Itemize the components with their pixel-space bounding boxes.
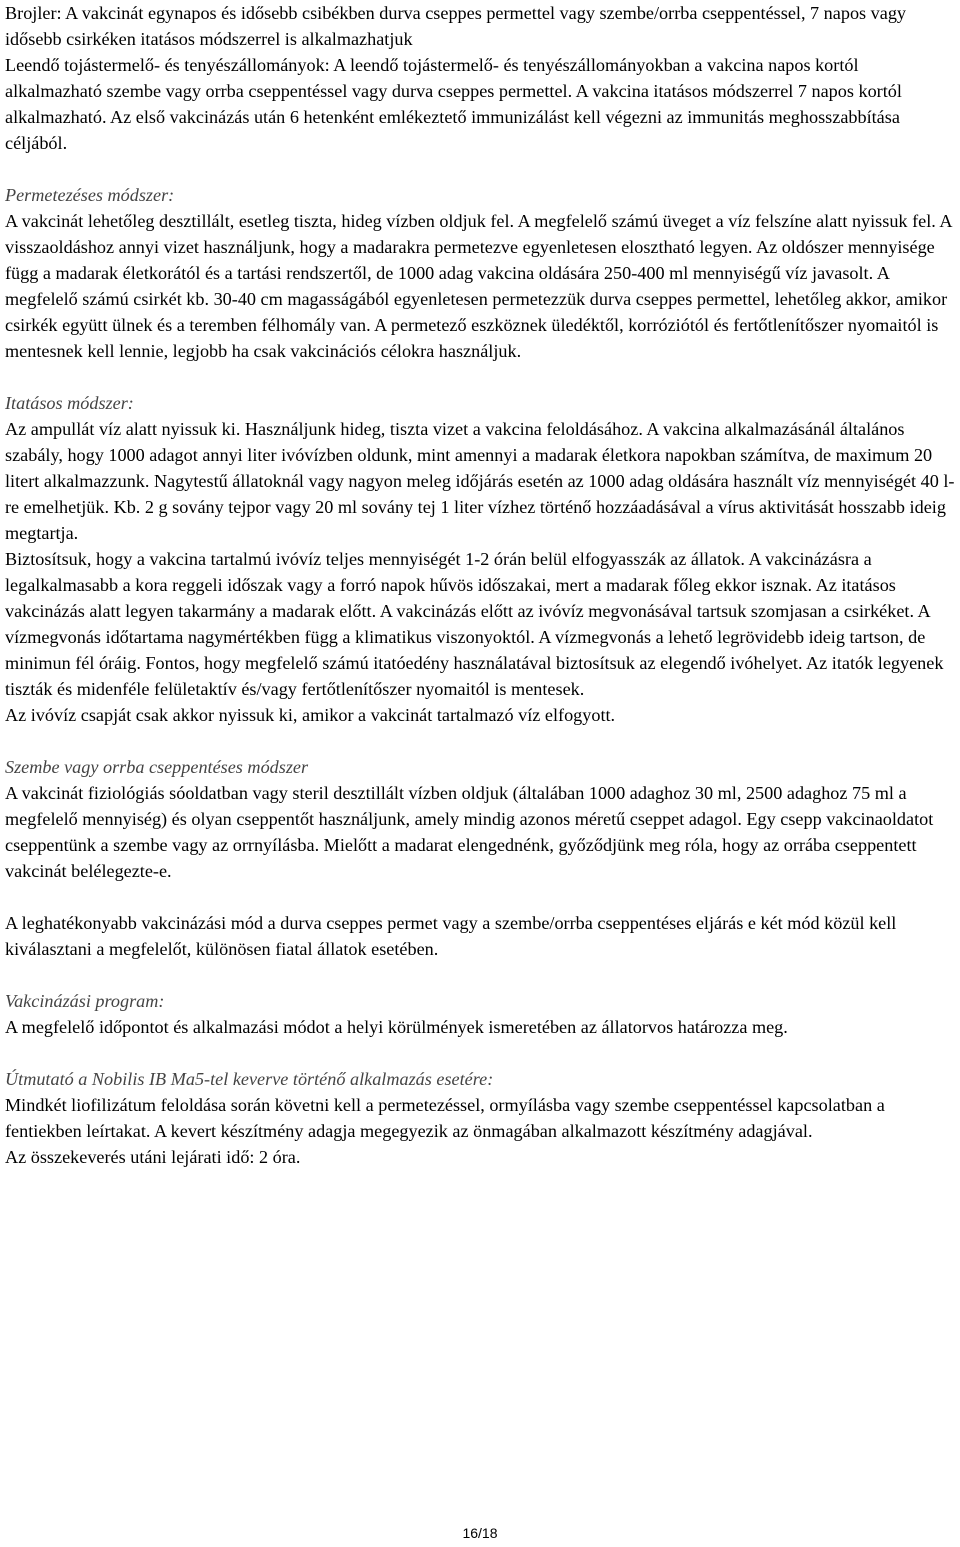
document-page	[5, 0, 955, 1170]
intro-broiler-paragraph: Brojler: A vakcinát egynapos és idősebb csibékben durva cseppes permettel vagy szembe/orrba cseppentéssel, 7 napos vagy idősebb csirkéken itatásos módszerrel is alkalmazhatjuk	[5, 3, 907, 49]
vaccination-program-heading: Vakcinázási program:	[5, 991, 165, 1011]
summary-paragraph: A leghatékonyabb vakcinázási mód a durva cseppes permet vagy a szembe/orrba cseppentéses eljárás e két mód közül kell kiválasztani a megfelelőt, különösen fiatal állatok esetében.	[5, 913, 897, 959]
page-number: 16/18	[462, 1525, 498, 1541]
expiry-note: Az összekeverés utáni lejárati idő: 2 óra.	[5, 1147, 301, 1167]
spray-method-heading: Permetezéses módszer:	[5, 185, 175, 205]
vaccination-program-body: A megfelelő időpontot és alkalmazási módot a helyi körülmények ismeretében az állatorvos határozza meg.	[5, 1017, 788, 1037]
drinking-method-paragraph-1: Az ampullát víz alatt nyissuk ki. Használjunk hideg, tiszta vizet a vakcina feloldásához. A vakcina alkalmazásánál általános szabály, hogy 1000 adagot annyi liter ivóvízben oldunk, mint amennyi a madarak életkora napokban számítva, de maximum 20 litert alkalmazzunk. Nagytestű állatoknál vagy nagyon meleg időjárás esetén az 1000 adag oldására használt víz mennyiségét 40 l-re emelhetjük. Kb. 2 g sovány tejpor vagy 20 ml sovány tej 1 liter vízhez történő hozzáadásával a vírus aktivitását hosszabb ideig megtartja.	[5, 419, 955, 543]
spray-method-body: A vakcinát lehetőleg desztillált, esetleg tiszta, hideg vízben oldjuk fel. A megfelelő számú üveget a víz felszíne alatt nyissuk fel. A visszaoldáshoz annyi vizet használjunk, hogy a madarakra permetezve egyenletesen elosztható legyen. Az oldószer mennyisége függ a madarak életkorától és a tartási rendszertől, de 1000 adag vakcina oldására 250-400 ml mennyiségű víz javasolt. A megfelelő számú csirkét kb. 30-40 cm magasságából egyenletesen permetezzük durva cseppes permettel, lehetőleg akkor, amikor csirkék együtt ülnek és a teremben félhomály van. A permetező eszköznek üledéktől, korróziótól és fertőtlenítőszer nyomaitól is mentesnek kell lennie, legjobb ha csak vakcinációs célokra használjuk.	[5, 211, 952, 361]
eyedrop-method-body: A vakcinát fiziológiás sóoldatban vagy steril desztillált vízben oldjuk (általában 1000 adaghoz 30 ml, 2500 adaghoz 75 ml a megfelelő mennyiség) és olyan cseppentőt használjunk, amely mindig azonos méretű cseppet adagol. Egy csepp vakcinaoldatot cseppentünk a szembe vagy az orrnyílásba. Mielőtt a madarat elengednénk, győződjünk meg róla, hogy az orrába cseppentett vakcinát belélegezte-e.	[5, 783, 934, 881]
drinking-method-heading: Itatásos módszer:	[5, 393, 134, 413]
mixing-guide-heading: Útmutató a Nobilis IB Ma5-tel keverve történő alkalmazás esetére:	[5, 1069, 494, 1089]
drinking-method-paragraph-3: Az ivóvíz csapját csak akkor nyissuk ki, amikor a vakcinát tartalmazó víz elfogyott.	[5, 705, 616, 725]
intro-breeder-paragraph: Leendő tojástermelő- és tenyészállományok: A leendő tojástermelő- és tenyészállományokban a vakcina napos kortól alkalmazható szembe vagy orrba cseppentéssel vagy durva cseppes permettel. A vakcina itatásos módszerrel 7 napos kortól alkalmazható. Az első vakcinázás után 6 hetenként emlékeztető immunizálást kell végezni az immunitás meghosszabbítása céljából.	[5, 55, 902, 153]
mixing-guide-paragraph: Mindkét liofilizátum feloldása során követni kell a permetezéssel, ormyílásba vagy szembe cseppentéssel kapcsolatban a fentiekben leírtakat. A kevert készítmény adagja megegyezik az önmagában alkalmazott készítmény adagjával.	[5, 1095, 885, 1141]
drinking-method-paragraph-2: Biztosítsuk, hogy a vakcina tartalmú ivóvíz teljes mennyiségét 1-2 órán belül elfogyasszák az állatok. A vakcinázásra a legalkalmasabb a kora reggeli időszak vagy a forró napok hűvös időszakai, mert a madarak főleg ekkor isznak. Az itatásos vakcinázás alatt legyen takarmány a madarak előtt. A vakcinázás előtt az ivóvíz megvonásával tartsuk szomjasan a csirkéket. A vízmegvonás időtartama nagymértékben függ a klimatikus viszonyoktól. A vízmegvonás a lehető legrövidebb ideig tartson, de minimun fél óráig. Fontos, hogy megfelelő számú itatóedény használatával biztosítsuk az elegendő ivóhelyet. Az itatók legyenek tiszták és midenféle felületaktív és/vagy fertőtlenítőszer nyomaitól is mentesek.	[5, 549, 944, 699]
eyedrop-method-heading: Szembe vagy orrba cseppentéses módszer	[5, 757, 309, 777]
